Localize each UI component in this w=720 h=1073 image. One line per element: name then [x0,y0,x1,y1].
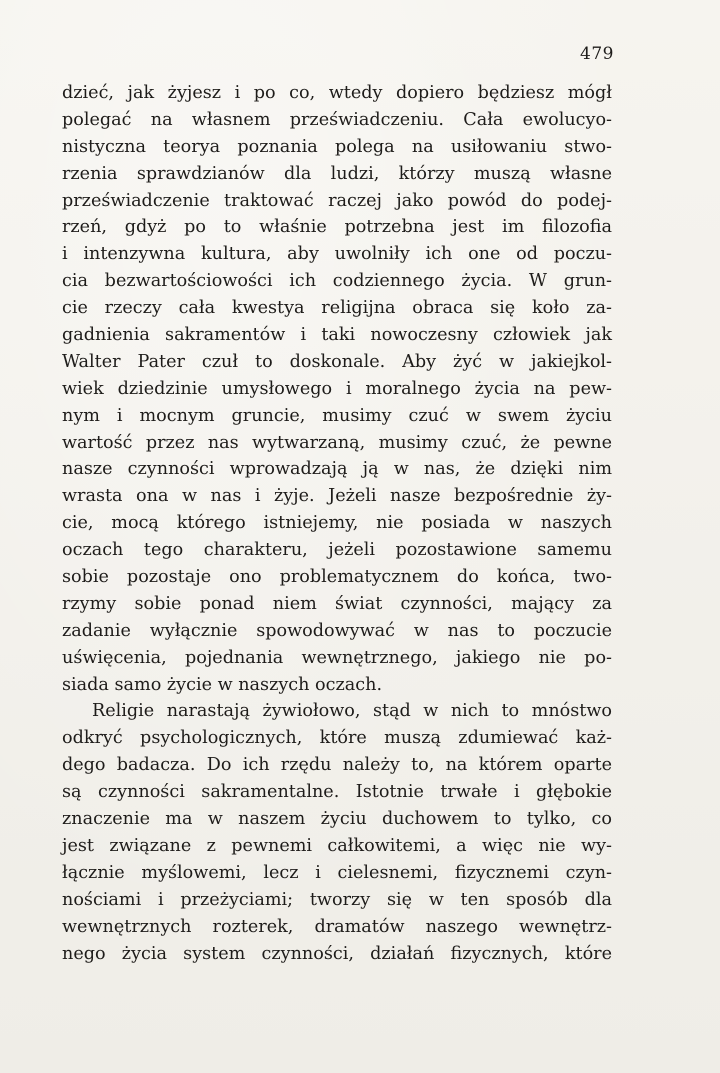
paragraph-first-line: Religie narastają żywiołowo, stąd w nich to mnóstwo [92,701,612,722]
text-line: odkryć psychologicznych, które muszą zdumiewać każ- [62,728,612,749]
text-line: dzieć, jak żyjesz i po co, wtedy dopiero będziesz mógł [62,83,612,103]
page-number: 479 [580,44,614,64]
text-line: zadanie wyłącznie spowodowywać w nas to poczucie [62,620,612,641]
text-line: cie rzeczy cała kwestya religijna obraca się koło za- [62,298,612,319]
paragraph-last-line: siada samo życie w naszych oczach. [62,674,383,695]
text-line: nistyczna teorya poznania polega na usiłowaniu stwo- [62,136,612,157]
text-line: wewnętrznych rozterek, dramatów naszego wewnętrz- [62,916,612,937]
text-line: cie, mocą którego istniejemy, nie posiada w naszych [62,513,612,534]
text-line: rzymy sobie ponad niem świat czynności, mający za [62,593,612,614]
text-line: rzeń, gdyż po to właśnie potrzebna jest im filozofia [62,217,612,238]
text-line: dego badacza. Do ich rzędu należy to, na którem oparte [62,755,612,776]
text-line: znaczenie ma w naszem życiu duchowem to tylko, co [62,809,612,830]
text-line: przeświadczenie traktować raczej jako powód do podej- [62,190,612,211]
text-line: rzenia sprawdzianów dla ludzi, którzy muszą własne [62,163,612,184]
text-line: uświęcenia, pojednania wewnętrznego, jakiego nie po- [62,647,612,668]
text-line: cia bezwartościowości ich codziennego życia. W grun- [62,271,612,292]
text-line: nościami i przeżyciami; tworzy się w ten sposób dla [62,889,612,910]
text-line: łącznie myślowemi, lecz i cielesnemi, fizycznemi czyn- [62,862,612,883]
text-line: jest związane z pewnemi całkowitemi, a więc nie wy- [62,835,612,856]
text-line: wiek dziedzinie umysłowego i moralnego życia na pew- [62,378,612,399]
text-line: sobie pozostaje ono problematycznem do końca, two- [62,567,612,588]
text-line: wrasta ona w nas i żyje. Jeżeli nasze bezpośrednie ży- [62,486,612,507]
text-line: wartość przez nas wytwarzaną, musimy czuć, że pewne [62,432,612,453]
body-text [62,80,612,967]
text-line: nego życia system czynności, działań fizycznych, które [62,943,612,964]
text-line: nym i mocnym gruncie, musimy czuć w swem życiu [62,405,612,426]
text-line: są czynności sakramentalne. Istotnie trwałe i głębokie [62,782,612,803]
text-line: nasze czynności wprowadzają ją w nas, że dzięki nim [62,459,612,480]
text-line: gadnienia sakramentów i taki nowoczesny człowiek jak [62,325,612,346]
text-line: polegać na własnem przeświadczeniu. Cała ewolucyo- [62,109,612,130]
text-line: Walter Pater czuł to doskonale. Aby żyć w jakiejkol- [62,351,612,372]
text-line: i intenzywna kultura, aby uwolniły ich one od poczu- [62,244,612,265]
text-line: oczach tego charakteru, jeżeli pozostawione samemu [62,540,612,561]
